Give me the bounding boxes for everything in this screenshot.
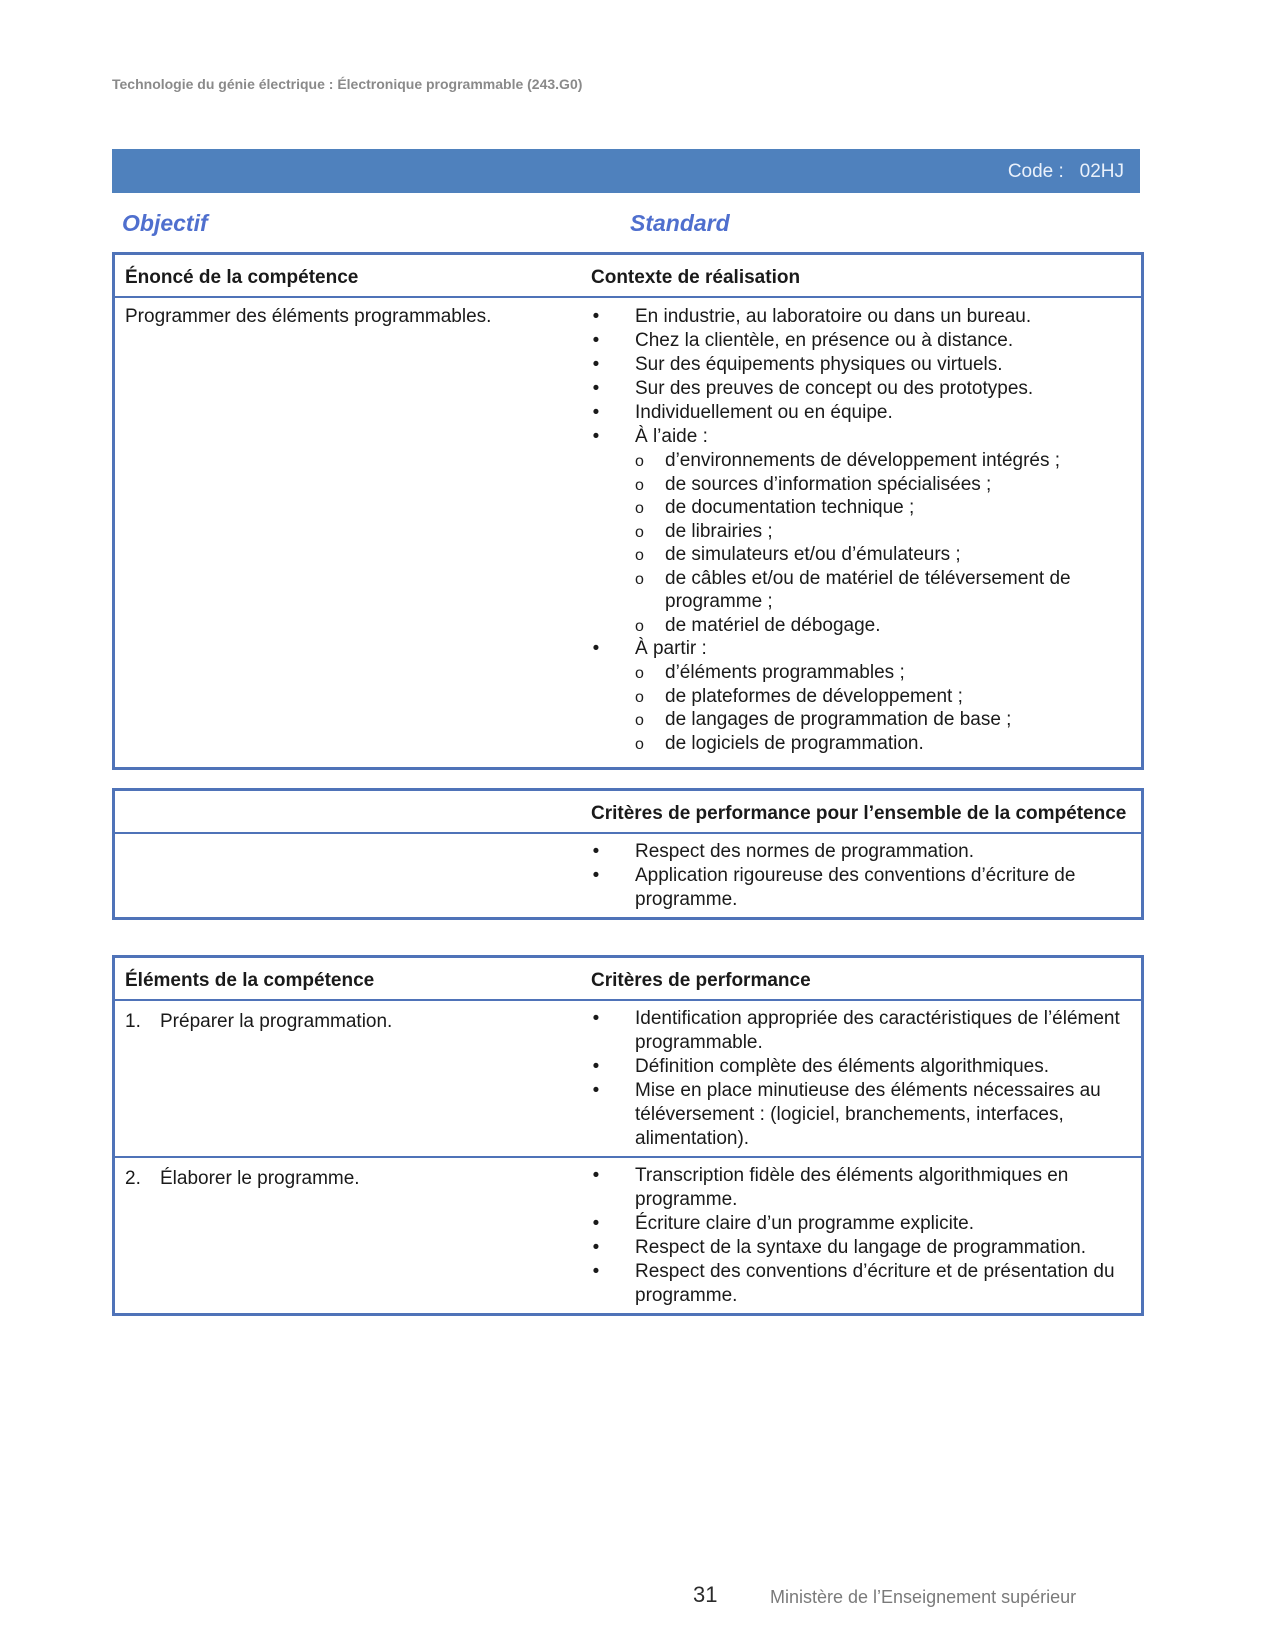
sub-list-item: o de plateformes de développement ; — [635, 685, 1131, 709]
sub-list-item: o d’éléments programmables ; — [635, 661, 1131, 685]
table-row — [115, 1156, 1141, 1313]
element-item — [115, 1164, 586, 1308]
sub-list-item: o de sources d’information spécialisées ; — [635, 473, 1131, 497]
contexte-list-container — [586, 305, 1141, 755]
competency-code: Code : 02HJ — [1007, 161, 1124, 182]
sub-list-item: o de simulateurs et/ou d’émulateurs ; — [635, 543, 1131, 567]
program-header: Technologie du génie électrique : Électronique programmable (243.G0) — [112, 76, 583, 92]
list-item: • Respect de la syntaxe du langage de programmation. — [591, 1236, 1131, 1260]
table-header-row — [115, 791, 1141, 832]
contexte-header: Contexte de réalisation — [591, 267, 801, 288]
elements-header: Éléments de la compétence — [125, 970, 375, 991]
sub-list-item: o de matériel de débogage. — [635, 614, 1131, 638]
page-number: 31 — [693, 1582, 718, 1607]
competence-table — [112, 252, 1144, 770]
element-item — [115, 1007, 586, 1151]
list-item: • Mise en place minutieuse des éléments nécessaires au téléversement : (logiciel, branchements, interfaces, alimentation). — [591, 1079, 1131, 1151]
contexte-list — [591, 305, 1131, 755]
sub-list — [635, 661, 1131, 755]
overall-criteria-list — [591, 840, 1131, 912]
list-item: • Identification appropriée des caractéristiques de l’élément programmable. — [591, 1007, 1131, 1055]
table-row — [115, 999, 1141, 1156]
criteria-header: Critères de performance — [591, 970, 811, 991]
criteria-list — [591, 1007, 1131, 1151]
elements-table — [112, 955, 1144, 1316]
list-item: • À l’aide : o d’environnements de développement intégrés ; o de sources d’information spécialisées ; o de documentation technique ; o de librairies ; o de simulateurs et/ou d’émulateurs ; o de câbles et/ou de matériel de téléversement de programme ; o de matériel de débogage. — [591, 425, 1131, 637]
table-header-row — [115, 958, 1141, 999]
list-item: • Transcription fidèle des éléments algorithmiques en programme. — [591, 1164, 1131, 1212]
enonce-header: Énoncé de la compétence — [125, 267, 359, 288]
list-item: • À partir : o d’éléments programmables ; o de plateformes de développement ; o de langages de programmation de base ; o de logiciels de programmation. — [591, 637, 1131, 755]
list-item: • Individuellement ou en équipe. — [591, 401, 1131, 425]
element-number: 1. — [125, 1011, 141, 1032]
sub-list-item: o de documentation technique ; — [635, 496, 1131, 520]
table-row — [115, 296, 1141, 767]
list-item: • Sur des preuves de concept ou des prototypes. — [591, 377, 1131, 401]
list-item: • Application rigoureuse des conventions d’écriture de programme. — [591, 864, 1131, 912]
overall-criteria-table — [112, 788, 1144, 920]
element-label: Préparer la programmation. — [160, 1011, 393, 1032]
enonce-text: Programmer des éléments programmables. — [125, 306, 492, 327]
sub-list-item: o de langages de programmation de base ; — [635, 708, 1131, 732]
standard-title: Standard — [630, 210, 730, 236]
criteria-list — [591, 1164, 1131, 1308]
sub-list — [635, 449, 1131, 637]
list-item: • Chez la clientèle, en présence ou à distance. — [591, 329, 1131, 353]
sub-list-item: o d’environnements de développement intégrés ; — [635, 449, 1131, 473]
overall-criteria-header: Critères de performance pour l’ensemble de la compétence — [591, 803, 1127, 824]
list-item: • En industrie, au laboratoire ou dans un bureau. — [591, 305, 1131, 329]
list-item: • Sur des équipements physiques ou virtuels. — [591, 353, 1131, 377]
objectif-title: Objectif — [122, 210, 208, 236]
list-item: • Écriture claire d’un programme explicite. — [591, 1212, 1131, 1236]
list-item: • Respect des conventions d’écriture et de présentation du programme. — [591, 1260, 1131, 1308]
list-item: • Définition complète des éléments algorithmiques. — [591, 1055, 1131, 1079]
table-row — [115, 832, 1141, 917]
table-header-row — [115, 255, 1141, 296]
ministry-footer: Ministère de l’Enseignement supérieur — [770, 1587, 1077, 1607]
sub-list-item: o de câbles et/ou de matériel de téléversement de programme ; — [635, 567, 1131, 614]
list-item: • Respect des normes de programmation. — [591, 840, 1131, 864]
element-number: 2. — [125, 1168, 141, 1189]
sub-list-item: o de librairies ; — [635, 520, 1131, 544]
element-label: Élaborer le programme. — [160, 1168, 360, 1189]
sub-list-item: o de logiciels de programmation. — [635, 732, 1131, 756]
code-banner — [112, 149, 1140, 193]
